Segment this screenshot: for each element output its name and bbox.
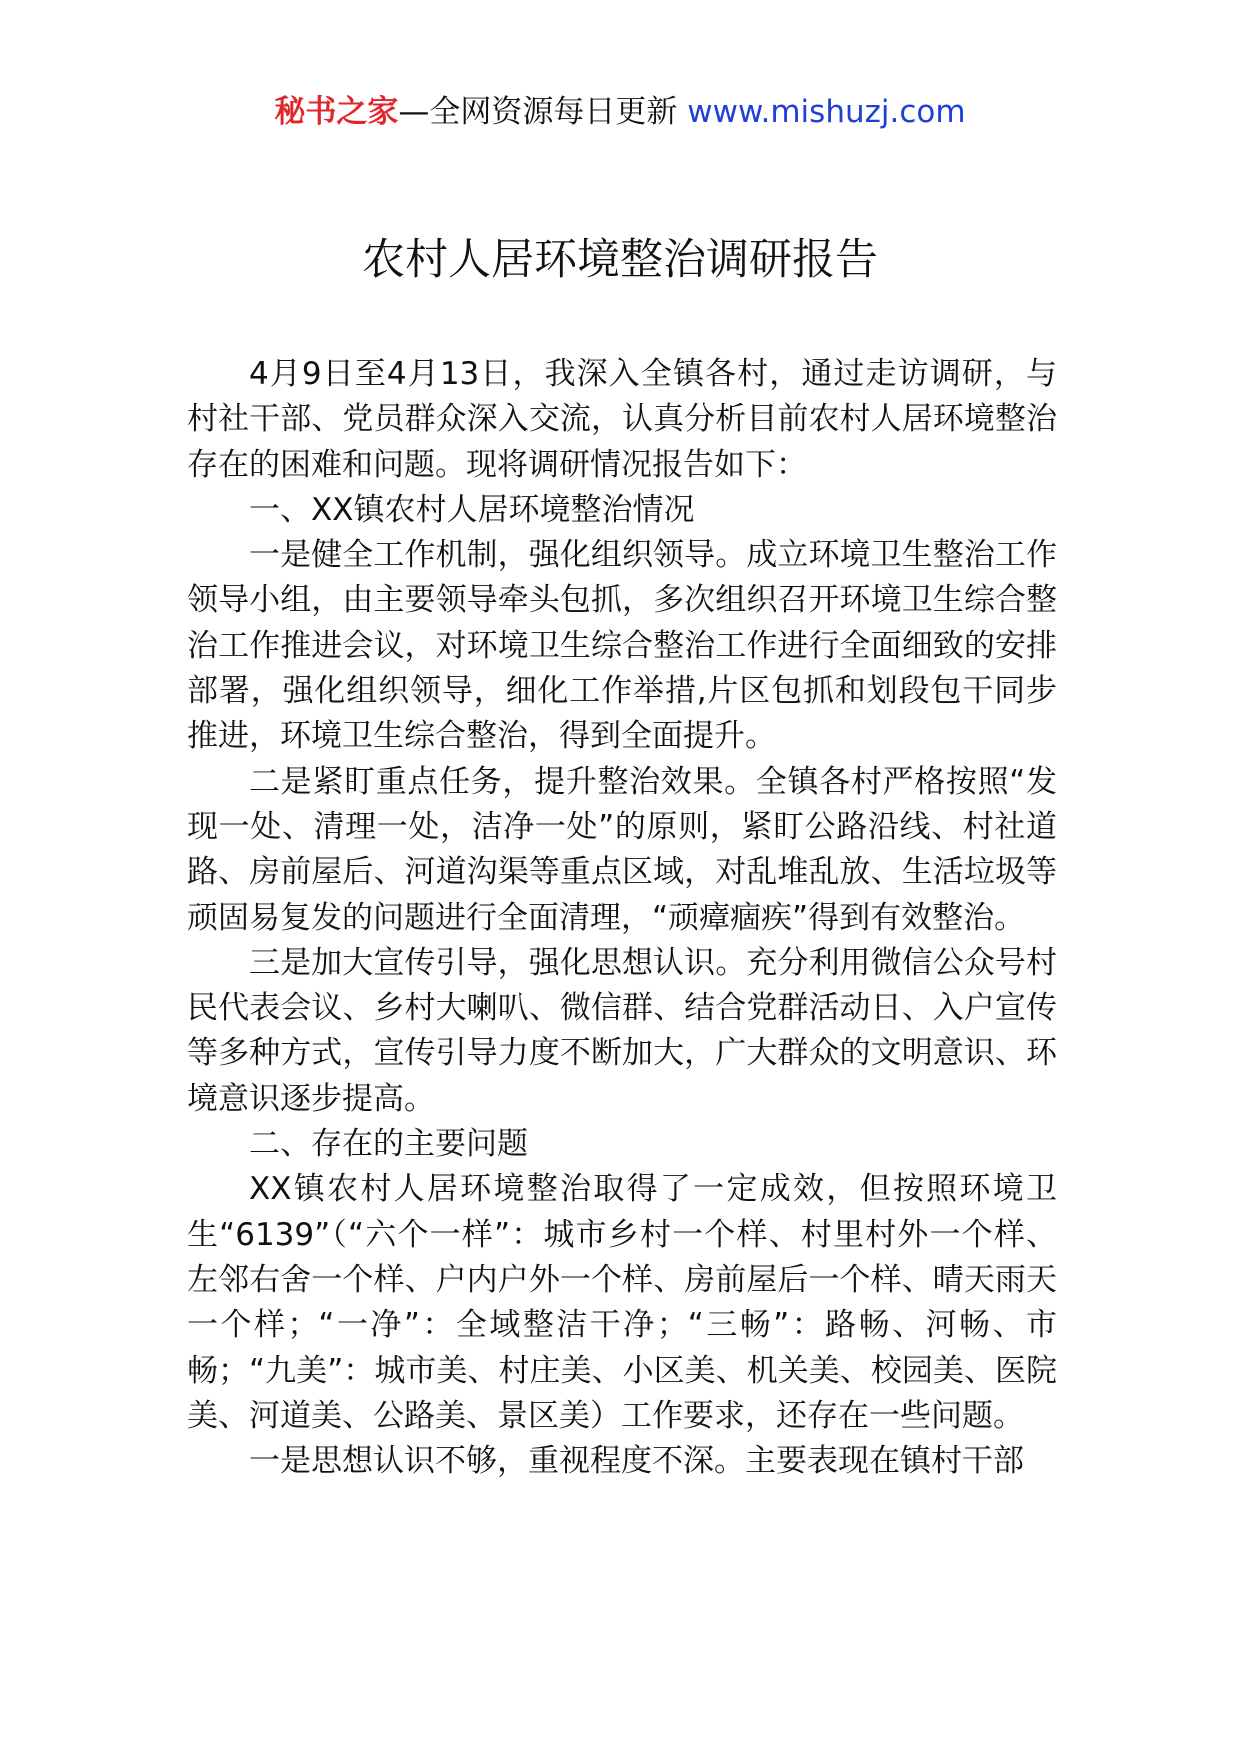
section-heading-2: 二、存在的主要问题 xyxy=(249,1126,528,1163)
document-body xyxy=(187,352,1057,1484)
document-title: 农村人居环境整治调研报告 xyxy=(362,235,878,285)
header-tagline: —全网资源每日更新 xyxy=(398,94,688,130)
paragraph-intro: 4月9日至4月13日，我深入全镇各村，通过走访调研，与村社干部、党员群众深入交流，认真分析目前农村人居环境整治存在的困难和问题。现将调研情况报告如下： xyxy=(187,356,1057,483)
paragraph-point-3: 三是加大宣传引导，强化思想认识。充分利用微信公众号村民代表会议、乡村大喇叭、微信群、结合党群活动日、入户宣传等多种方式，宣传引导力度不断加大，广大群众的文明意识、环境意识逐步提高。 xyxy=(187,944,1057,1117)
site-url[interactable]: www.mishuzj.com xyxy=(687,94,966,130)
site-header xyxy=(0,92,1240,132)
brand-name: 秘书之家 xyxy=(274,94,399,130)
paragraph-point-1: 一是健全工作机制，强化组织领导。成立环境卫生整治工作领导小组，由主要领导牵头包抓，多次组织召开环境卫生综合整治工作推进会议，对环境卫生综合整治工作进行全面细致的安排部署，强化组织领导，细化工作举措,片区包抓和划段包干同步推进，环境卫生综合整治，得到全面提升。 xyxy=(187,537,1057,755)
paragraph-problems-intro: XX镇农村人居环境整治取得了一定成效，但按照环境卫生“6139”（“六个一样”：城市乡村一个样、村里村外一个样、左邻右舍一个样、户内户外一个样、房前屋后一个样、晴天雨天一个样；“一净”：全域整洁干净；“三畅”：路畅、河畅、市畅；“九美”：城市美、村庄美、小区美、机关美、校园美、医院美、河道美、公路美、景区美）工作要求，还存在一些问题。 xyxy=(187,1171,1057,1434)
paragraph-problem-1: 一是思想认识不够，重视程度不深。主要表现在镇村干部 xyxy=(249,1443,1024,1480)
section-heading-1: 一、XX镇农村人居环境整治情况 xyxy=(249,491,695,528)
paragraph-point-2: 二是紧盯重点任务，提升整治效果。全镇各村严格按照“发现一处、清理一处，洁净一处”的原则，紧盯公路沿线、村社道路、房前屋后、河道沟渠等重点区域，对乱堆乱放、生活垃圾等顽固易复发的问题进行全面清理，“顽瘴痼疾”得到有效整治。 xyxy=(187,763,1057,936)
